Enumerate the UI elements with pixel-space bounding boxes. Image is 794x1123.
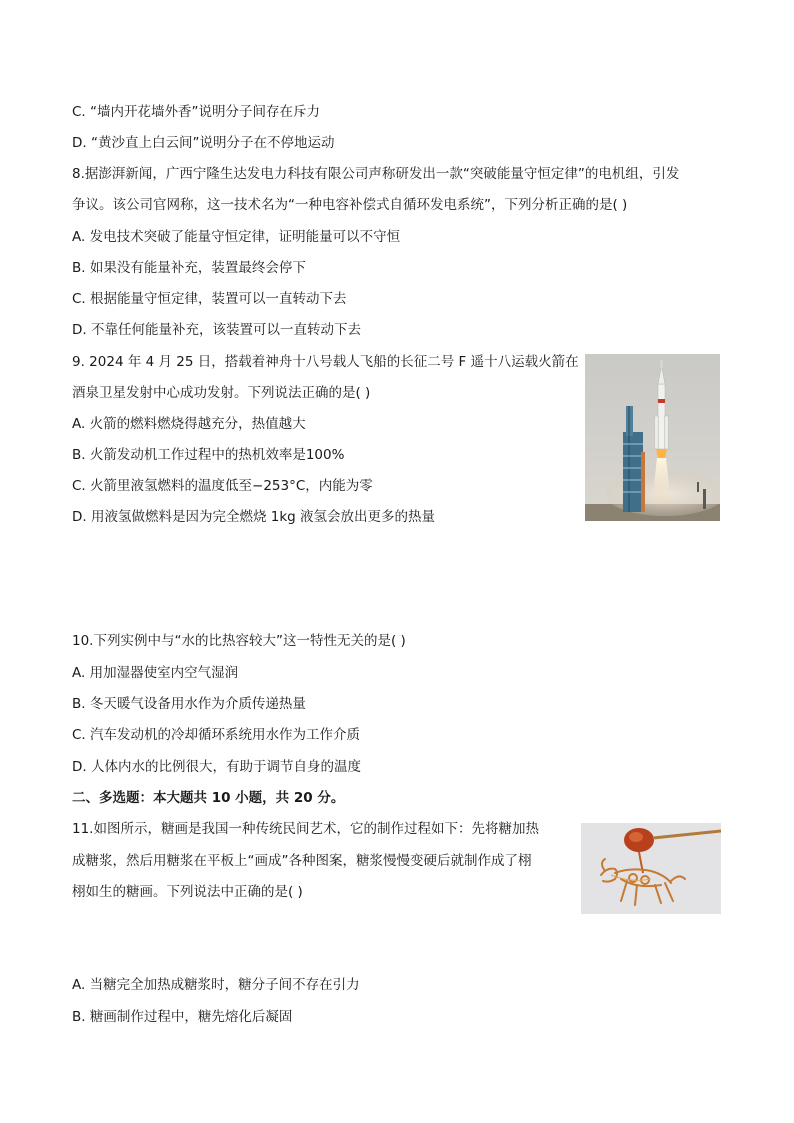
q10-option-b: B. 冬天暖气设备用水作为介质传递热量 [72, 696, 306, 712]
q10-stem: 10.下列实例中与“水的比热容较大”这一特性无关的是( ) [72, 633, 406, 649]
q9-stem-line1: 9. 2024 年 4 月 25 日，搭载着神舟十八号载人飞船的长征二号 F 遥十八运载火箭在 [72, 354, 579, 370]
q11-stem-line1: 11.如图所示，糖画是我国一种传统民间艺术，它的制作过程如下：先将糖加热 [72, 821, 539, 837]
q8-option-b: B. 如果没有能量补充，装置最终会停下 [72, 260, 306, 276]
q8-stem-line2: 争议。该公司官网称，这一技术名为“一种电容补偿式自循环发电系统”，下列分析正确的是( ) [72, 197, 628, 213]
q8-option-a: A. 发电技术突破了能量守恒定律，证明能量可以不守恒 [72, 229, 401, 245]
q8-option-c: C. 根据能量守恒定律，装置可以一直转动下去 [72, 291, 347, 307]
q10-option-c: C. 汽车发动机的冷却循环系统用水作为工作介质 [72, 727, 361, 743]
rocket-launch-photo [585, 354, 720, 521]
q11-stem-line2: 成糖浆，然后用糖浆在平板上“画成”各种图案，糖浆慢慢变硬后就制作成了栩 [72, 853, 532, 869]
q11-option-a: A. 当糖完全加热成糖浆时，糖分子间不存在引力 [72, 977, 360, 993]
q10-option-d: D. 人体内水的比例很大，有助于调节自身的温度 [72, 759, 361, 775]
q9-option-c: C. 火箭里液氢燃料的温度低至−253°C，内能为零 [72, 478, 373, 494]
q8-stem-line1: 8.据澎湃新闻，广西宁隆生达发电力科技有限公司声称研发出一款“突破能量守恒定律”的电机组，引发 [72, 166, 680, 182]
q10-option-a: A. 用加湿器使室内空气湿润 [72, 665, 239, 681]
q7-option-c: C. “墙内开花墙外香”说明分子间存在斥力 [72, 104, 320, 120]
q9-option-a: A. 火箭的燃料燃烧得越充分，热值越大 [72, 416, 306, 432]
q11-option-b: B. 糖画制作过程中，糖先熔化后凝固 [72, 1009, 293, 1025]
section-heading-multiple-choice: 二、多选题：本大题共 10 小题，共 20 分。 [72, 790, 345, 806]
q8-option-d: D. 不靠任何能量补充，该装置可以一直转动下去 [72, 322, 361, 338]
sugar-painting-photo [581, 823, 721, 914]
q7-option-d: D. “黄沙直上白云间”说明分子在不停地运动 [72, 135, 335, 151]
q9-option-d: D. 用液氢做燃料是因为完全燃烧 1kg 液氢会放出更多的热量 [72, 509, 436, 525]
q9-option-b: B. 火箭发动机工作过程中的热机效率是100% [72, 447, 345, 463]
q11-stem-line3: 栩如生的糖画。下列说法中正确的是( ) [72, 884, 303, 900]
q9-stem-line2: 酒泉卫星发射中心成功发射。下列说法正确的是( ) [72, 385, 371, 401]
